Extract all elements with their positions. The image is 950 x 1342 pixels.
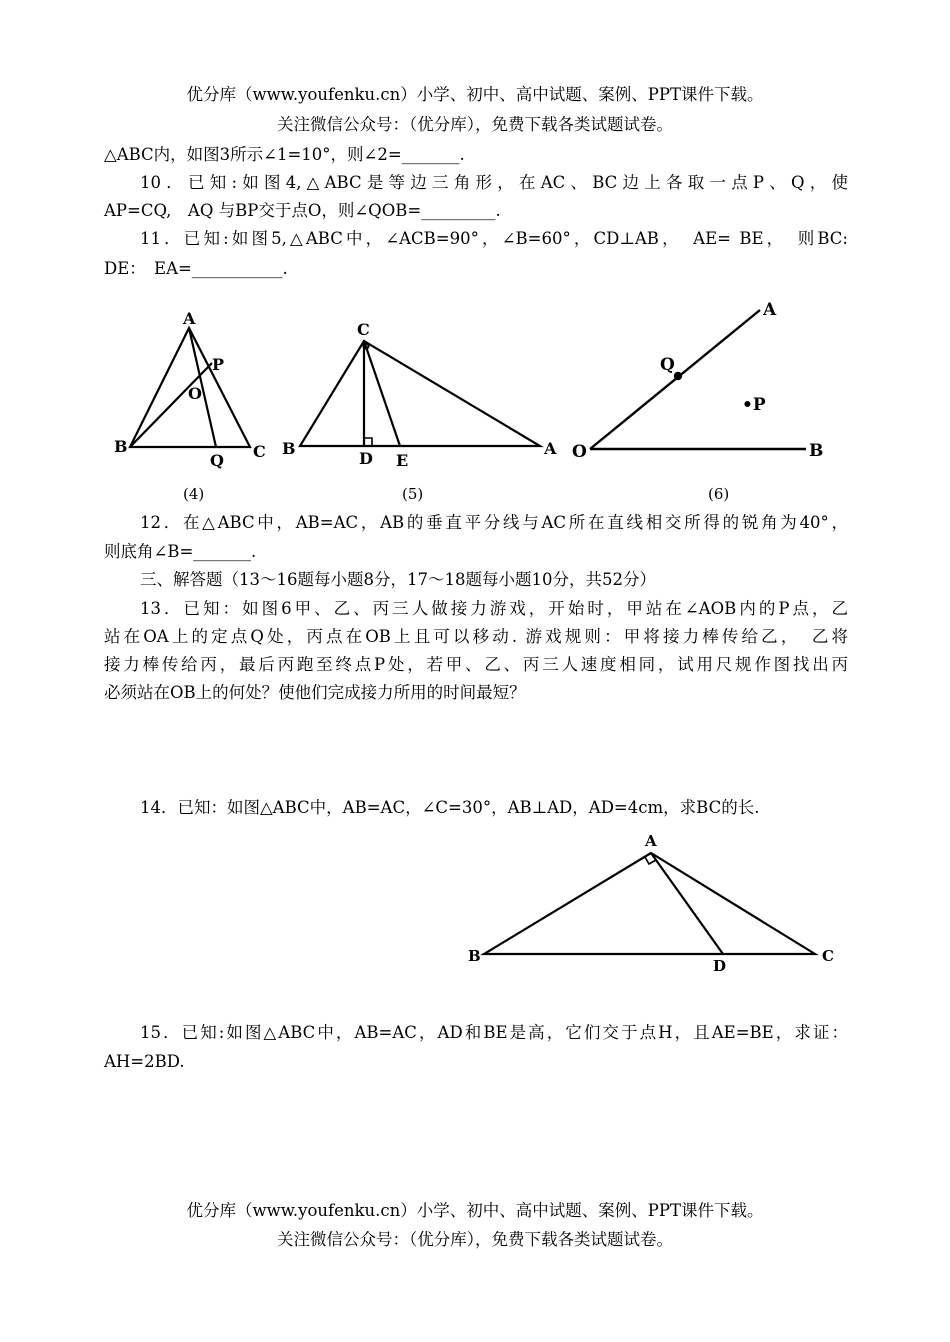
q9-tail: △ABC内，如图3所示∠1=10°，则∠2=_______.	[104, 145, 465, 164]
fig6-label-a: A	[763, 300, 777, 320]
fig6-ray-oa	[590, 310, 760, 449]
fig5-label-d: D	[359, 449, 373, 468]
q12-line-2: 则底角∠B=_______.	[104, 542, 257, 561]
fig4-caption: (4)	[183, 485, 205, 503]
q13-line-4: 必须站在OB上的何处？使他们完成接力所用的时间最短？	[104, 683, 526, 702]
fig4-label-c: C	[253, 442, 266, 461]
fig5-label-c: C	[357, 320, 370, 339]
q11-line-1: 11．已知:如图5,△ABC中，∠ACB=90°，∠B=60°，CD⊥AB， AE= BE， 则BC:	[140, 229, 848, 248]
fig14-label-c: C	[822, 947, 834, 965]
q10-line-1: 10．已知:如图4,△ABC是等边三角形，在AC、BC边上各取一点P、Q，使	[140, 173, 848, 192]
fig6-label-o: O	[572, 442, 587, 462]
fig6-label-q: Q	[660, 355, 675, 375]
q15-line-1: 15．已知:如图△ABC中，AB=AC，AD和BE是高，它们交于点H，且AE=BE，求证：	[140, 1023, 848, 1042]
fig6-caption: (6)	[708, 485, 730, 503]
q11-line-2: DE： EA=___________.	[104, 259, 288, 278]
fig6-label-b: B	[809, 441, 824, 461]
fig5-caption: (5)	[402, 485, 424, 503]
header-line-1: 优分库（www.youfenku.cn）小学、初中、高中试题、案例、PPT课件下载。	[186, 85, 764, 104]
fig14-label-a: A	[645, 832, 657, 850]
q13-line-1: 13．已知：如图6甲、乙、丙三人做接力游戏，开始时，甲站在∠AOB内的P点，乙	[140, 599, 848, 618]
fig5-label-e: E	[396, 451, 409, 470]
figure-14	[440, 825, 860, 975]
fig6-point-q	[675, 373, 681, 379]
fig4-segment-bp	[130, 363, 212, 447]
figure-6-labels	[572, 300, 823, 462]
fig4-label-q: Q	[210, 451, 224, 470]
header-line-2: 关注微信公众号：（优分库），免费下载各类试题试卷。	[277, 115, 673, 134]
fig4-label-b: B	[114, 437, 128, 456]
figure-14-lines	[484, 853, 815, 954]
q13-line-3: 接力棒传给丙，最后丙跑至终点P处，若甲、乙、丙三人速度相同，试用尺规作图找出丙	[104, 655, 848, 674]
q13-line-2: 站在OA上的定点Q处，丙点在OB上且可以移动. 游戏规则：甲将接力棒传给乙， 乙将	[104, 627, 848, 646]
fig5-label-a: A	[544, 439, 557, 458]
figure-5	[300, 341, 540, 446]
fig5-triangle	[300, 341, 540, 446]
fig14-label-b: B	[468, 947, 481, 965]
figure-5-labels	[282, 320, 557, 470]
fig5-label-b: B	[282, 439, 296, 458]
q10-line-2: AP=CQ, AQ 与BP交于点O，则∠QOB=_________.	[104, 201, 501, 220]
fig4-label-a: A	[183, 309, 196, 328]
figures-4-5-6	[0, 290, 950, 490]
fig4-label-o: O	[188, 384, 202, 403]
fig5-segment-ce	[364, 341, 400, 446]
fig14-label-d: D	[713, 957, 727, 975]
fig14-triangle	[484, 853, 815, 954]
figure-6	[590, 310, 806, 449]
fig14-segment-ad	[651, 853, 723, 954]
footer-line-2: 关注微信公众号：（优分库），免费下载各类试题试卷。	[277, 1230, 673, 1249]
section-3-heading: 三、解答题（13～16题每小题8分，17～18题每小题10分，共52分）	[140, 570, 656, 589]
q12-line-1: 12．在△ABC中，AB=AC，AB的垂直平分线与AC所在直线相交所得的锐角为40°，	[140, 513, 848, 532]
fig6-label-p: •P	[742, 395, 766, 415]
q14-text: 14．已知：如图△ABC中，AB=AC，∠C=30°，AB⊥AD，AD=4cm，求BC的长.	[140, 798, 760, 817]
footer-line-1: 优分库（www.youfenku.cn）小学、初中、高中试题、案例、PPT课件下载。	[186, 1201, 764, 1220]
fig5-right-angle-mark	[364, 438, 372, 446]
fig4-label-p: P	[212, 355, 225, 374]
q15-line-2: AH=2BD.	[104, 1052, 185, 1071]
